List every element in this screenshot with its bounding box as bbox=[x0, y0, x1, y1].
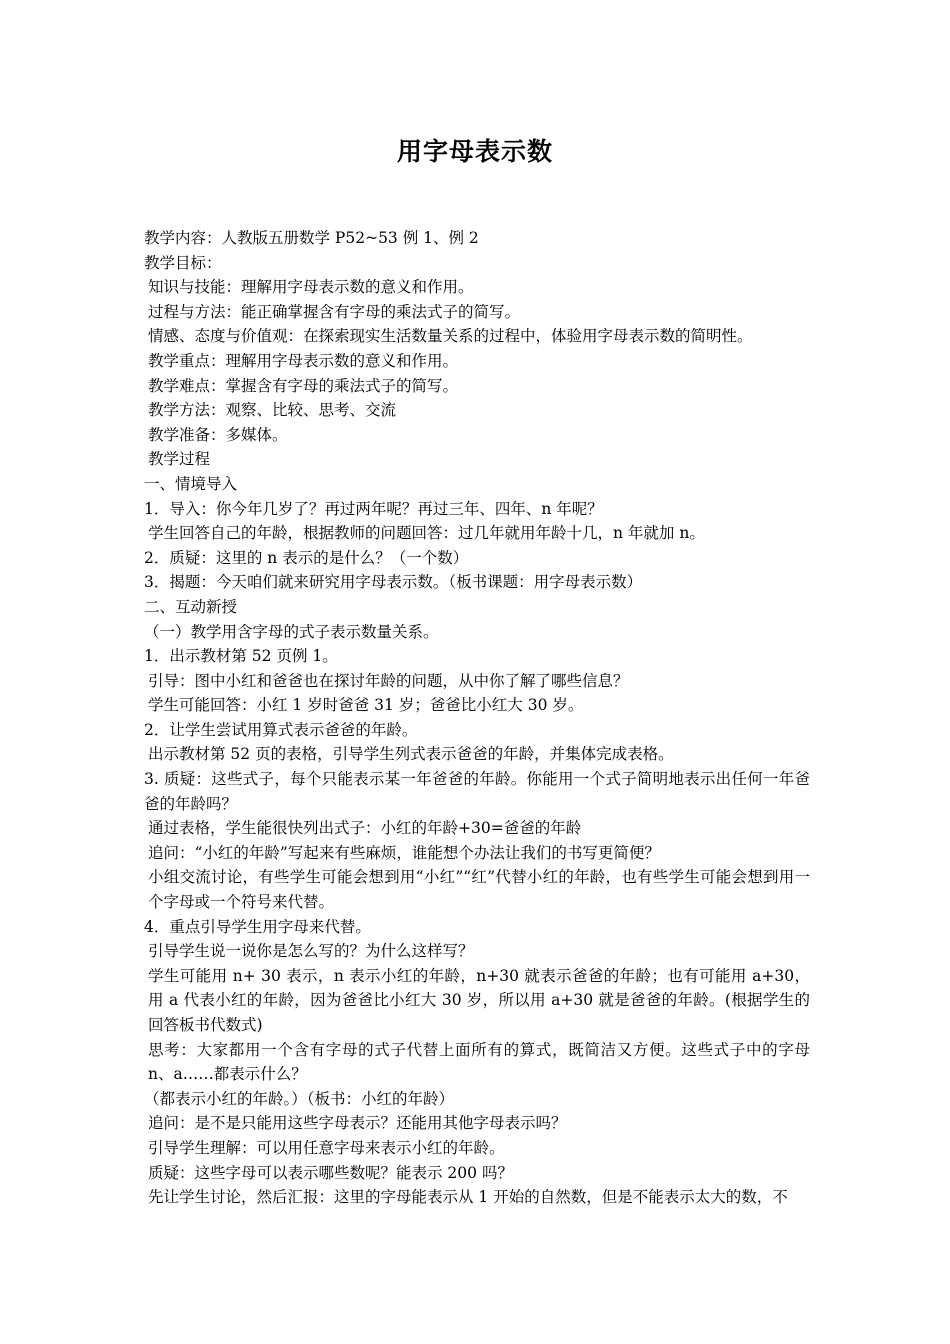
text-line: 过程与方法：能正确掌握含有字母的乘法式子的简写。 bbox=[148, 302, 521, 321]
text-line: 2．让学生尝试用算式表示爸爸的年龄。 bbox=[144, 720, 418, 739]
text-line: 一、情境导入 bbox=[144, 474, 238, 493]
text-paragraph: 3. 质疑：这些式子，每个只能表示某一年爸爸的年龄。你能用一个式子简明地表示出任何一年爸爸的年龄吗？ bbox=[144, 770, 810, 813]
text-line: 3．揭题：今天咱们就来研究用字母表示数。（板书课题：用字母表示数） bbox=[144, 573, 643, 592]
text-line: 1．出示教材第 52 页例 1。 bbox=[144, 647, 338, 666]
text-line: （都表示小红的年龄。）（板书：小红的年龄） bbox=[144, 1089, 455, 1108]
text-line: （一）教学用含字母的式子表示数量关系。 bbox=[144, 622, 439, 641]
text-line: 教学方法：观察、比较、思考、交流 bbox=[148, 401, 397, 420]
text-paragraph: 思考：大家都用一个含有字母的式子代替上面所有的算式，既简洁又方便。这些式子中的字母 n、a……都表示什么？ bbox=[148, 1040, 810, 1084]
text-line: 追问：“小红的年龄”写起来有些麻烦，谁能想个办法让我们的书写更简便？ bbox=[148, 843, 660, 862]
text-line: 教学内容：人教版五册数学 P52~53 例 1、例 2 bbox=[144, 229, 479, 247]
text-line: 追问：是不是只能用这些字母表示？还能用其他字母表示吗？ bbox=[148, 1114, 567, 1133]
text-line: 2．质疑：这里的 n 表示的是什么？（一个数） bbox=[144, 548, 469, 567]
text-line: 教学准备：多媒体。 bbox=[148, 425, 288, 444]
text-line: 学生回答自己的年龄，根据教师的问题回答：过几年就用年龄十几，n 年就加 n。 bbox=[148, 524, 705, 543]
text-line: 教学难点：掌握含有字母的乘法式子的简写。 bbox=[148, 376, 459, 395]
text-line: 教学过程 bbox=[148, 450, 211, 469]
text-line: 二、互动新授 bbox=[144, 597, 238, 616]
text-paragraph: 小组交流讨论，有些学生可能会想到用“小红”“红”代替小红的年龄，也有些学生可能会想到用一个字母或一个符号来代替。 bbox=[148, 868, 810, 912]
document-body bbox=[144, 226, 810, 1210]
text-line: 引导学生说一说你是怎么写的？为什么这样写？ bbox=[148, 942, 474, 961]
text-line: 教学目标： bbox=[144, 253, 222, 272]
text-line: 4．重点引导学生用字母来代替。 bbox=[144, 917, 371, 936]
text-line: 1．导入：你今年几岁了？再过两年呢？再过三年、四年、n 年呢？ bbox=[144, 499, 603, 518]
text-paragraph: 学生可能用 n+ 30 表示，n 表示小红的年龄，n+30 就表示爸爸的年龄；也有可能用 a+30，用 a 代表小红的年龄，因为爸爸比小红大 30 岁，所以用 a+30 就是爸爸的年龄。(根据学生的回答板书代数式) bbox=[148, 966, 810, 1034]
page-title: 用字母表示数 bbox=[396, 137, 553, 166]
text-line: 质疑：这些字母可以表示哪些数呢？能表示 200 吗？ bbox=[148, 1163, 513, 1182]
text-line: 知识与技能：理解用字母表示数的意义和作用。 bbox=[148, 278, 474, 297]
text-line: 教学重点：理解用字母表示数的意义和作用。 bbox=[148, 351, 459, 370]
text-line: 学生可能回答：小红 1 岁时爸爸 31 岁；爸爸比小红大 30 岁。 bbox=[148, 696, 584, 715]
text-line: 出示教材第 52 页的表格，引导学生列式表示爸爸的年龄，并集体完成表格。 bbox=[148, 745, 674, 764]
text-line: 引导：图中小红和爸爸也在探讨年龄的问题，从中你了解了哪些信息？ bbox=[148, 671, 629, 690]
text-line: 先让学生讨论，然后汇报：这里的字母能表示从 1 开始的自然数，但是不能表示太大的数，不 bbox=[148, 1188, 788, 1207]
text-line: 引导学生理解：可以用任意字母来表示小红的年龄。 bbox=[148, 1138, 505, 1157]
text-line: 情感、态度与价值观：在探索现实生活数量关系的过程中，体验用字母表示数的简明性。 bbox=[148, 327, 753, 346]
text-line: 通过表格，学生能很快列出式子：小红的年龄+30=爸爸的年龄 bbox=[148, 819, 582, 838]
